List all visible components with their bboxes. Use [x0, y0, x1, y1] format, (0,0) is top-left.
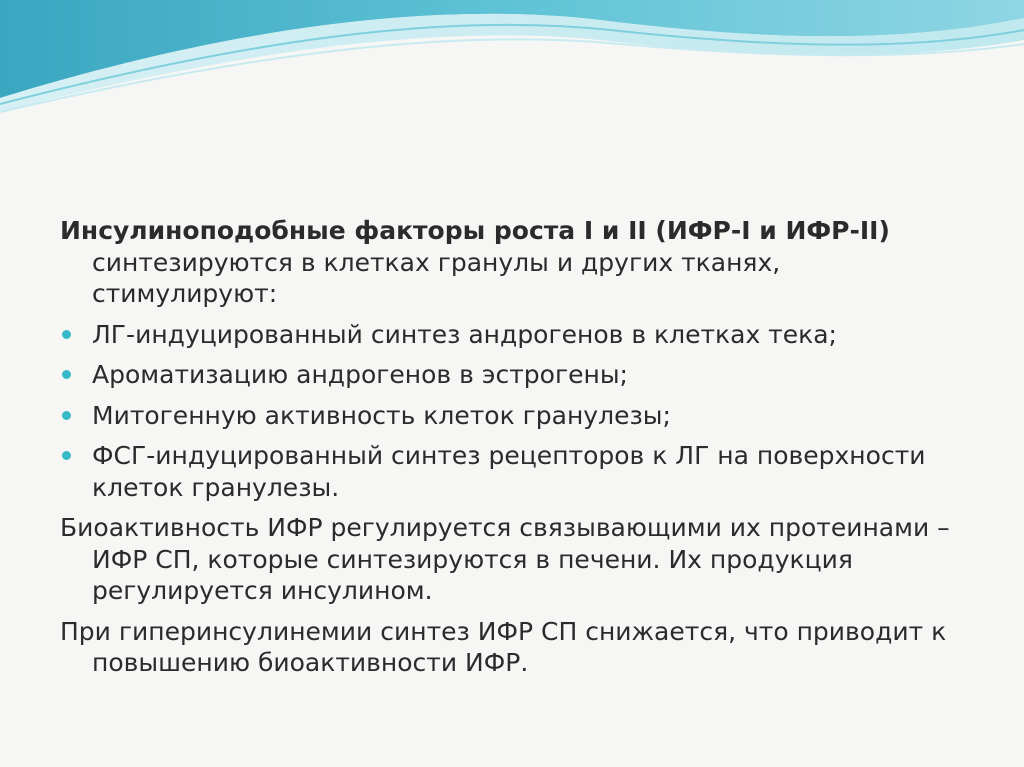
intro-rest: синтезируются в клетках гранулы и других тканях, стимулируют:	[92, 247, 781, 308]
bioactivity-paragraph: Биоактивность ИФР регулируется связывающими их протеинами – ИФР СП, которые синтезируются в печени. Их продукция регулируется инсулином.	[60, 513, 950, 605]
hyperinsulinemia-paragraph: При гиперинсулинемии синтез ИФР СП снижается, что приводит к повышению биоактивности ИФР.	[60, 616, 947, 677]
bullet-item-1	[60, 319, 960, 351]
bullet-text-3: Митогенную активность клеток гранулезы;	[92, 400, 671, 430]
bullet-text-2: Ароматизацию андрогенов в эстрогены;	[92, 360, 628, 389]
bullet-text-1: ЛГ-индуцированный синтез андрогенов в клетках тека;	[92, 319, 837, 349]
intro-lead-bold: Инсулиноподобные факторы роста I и II (ИФР-I и ИФР-II)	[60, 216, 890, 245]
slide-body	[60, 215, 960, 688]
bullet-dot-icon	[62, 370, 71, 379]
header-wave-decoration	[0, 0, 1024, 130]
bullet-text-4: ФСГ-индуцированный синтез рецепторов к ЛГ на поверхности клеток гранулезы.	[92, 441, 926, 502]
bullet-dot-icon	[62, 451, 71, 460]
bullet-item-2	[60, 359, 960, 391]
bullet-dot-icon	[62, 411, 71, 420]
bullet-item-3	[60, 400, 960, 432]
bullet-dot-icon	[62, 330, 71, 339]
bullet-item-4	[60, 440, 960, 503]
intro-paragraph	[60, 215, 960, 310]
